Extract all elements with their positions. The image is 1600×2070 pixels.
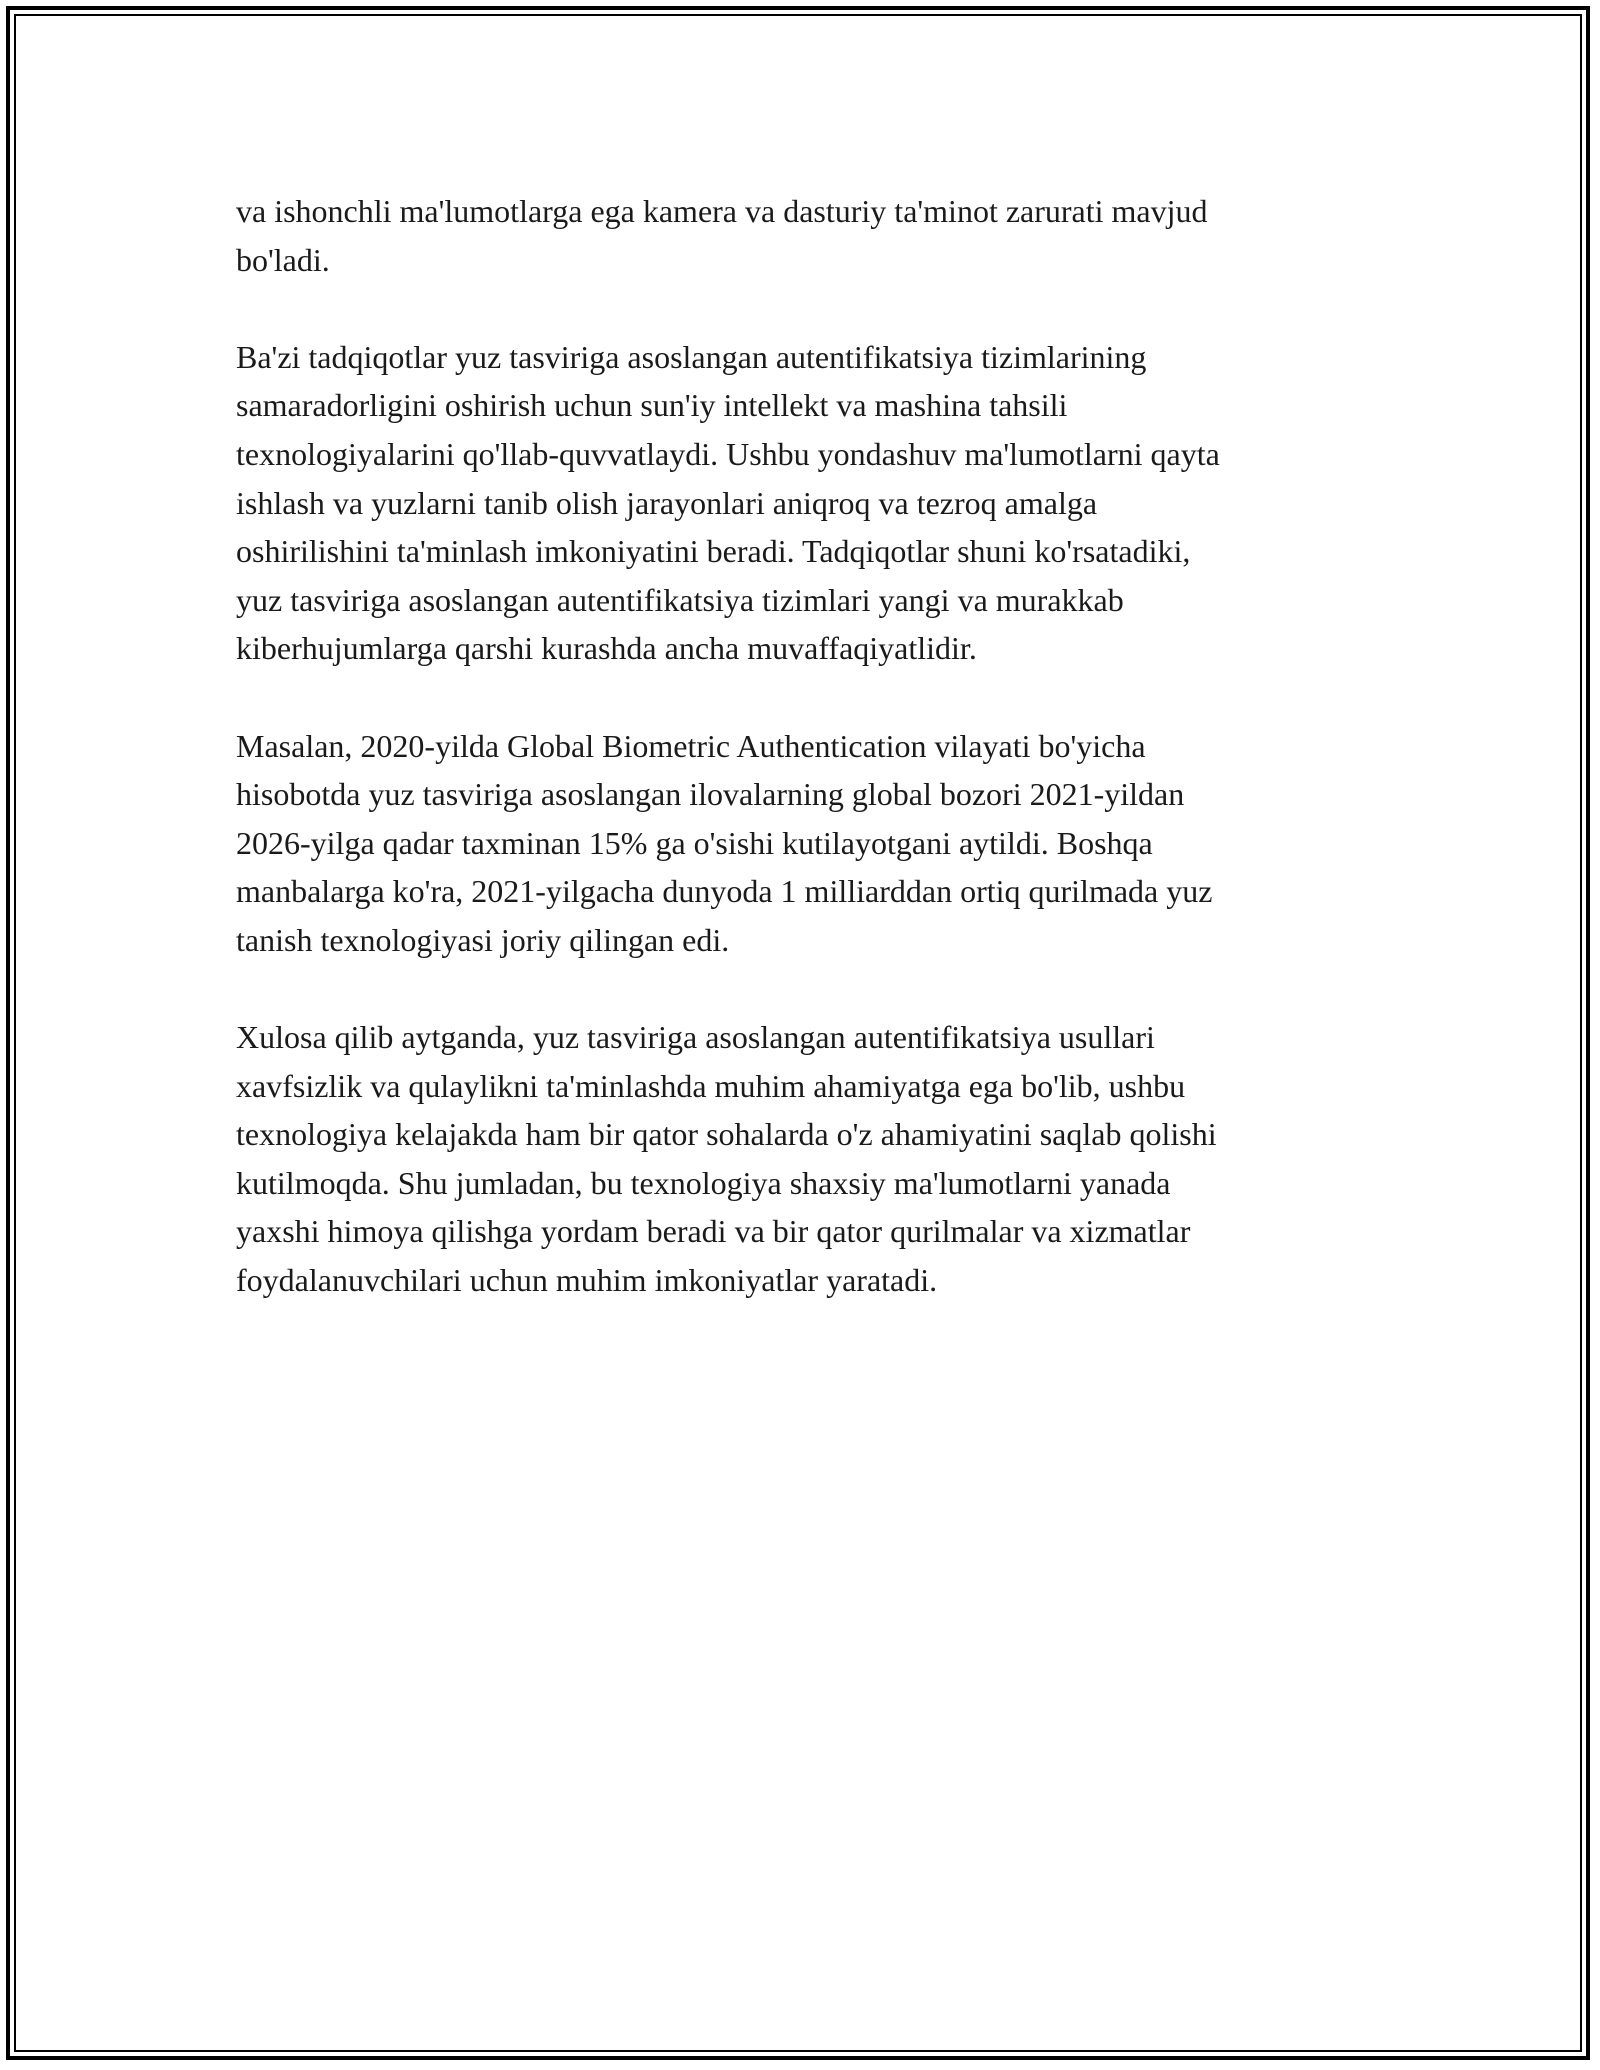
text-line: manbalarga ko'ra, 2021-yilgacha dunyoda 1 milliarddan ortiq qurilmada yuz <box>236 873 1213 910</box>
text-line: xavfsizlik va qulaylikni ta'minlashda muhim ahamiyatga ega bo'lib, ushbu <box>236 1067 1186 1104</box>
text-line: samaradorligini oshirish uchun sun'iy intellekt va mashina tahsili <box>236 387 1068 424</box>
paragraph-research <box>236 333 1386 673</box>
paragraph-continuation <box>236 187 1386 284</box>
text-line: hisobotda yuz tasviriga asoslangan ilovalarning global bozori 2021-yildan <box>236 776 1185 813</box>
paragraph-example <box>236 722 1386 965</box>
text-line: ishlash va yuzlarni tanib olish jarayonlari aniqroq va tezroq amalga <box>236 484 1098 521</box>
text-line: Ba'zi tadqiqotlar yuz tasviriga asoslangan autentifikatsiya tizimlarining <box>236 338 1147 375</box>
text-line: bo'ladi. <box>236 241 330 278</box>
text-line: Masalan, 2020-yilda Global Biometric Authentication vilayati bo'yicha <box>236 727 1146 764</box>
text-line: foydalanuvchilari uchun muhim imkoniyatlar yaratadi. <box>236 1262 938 1299</box>
text-line: kiberhujumlarga qarshi kurashda ancha muvaffaqiyatlidir. <box>236 630 977 667</box>
text-line: kutilmoqda. Shu jumladan, bu texnologiya shaxsiy ma'lumotlarni yanada <box>236 1164 1171 1201</box>
text-line: Xulosa qilib aytganda, yuz tasviriga asoslangan autentifikatsiya usullari <box>236 1019 1155 1056</box>
text-line: tanish texnologiyasi joriy qilingan edi. <box>236 921 730 958</box>
text-line: texnologiya kelajakda ham bir qator sohalarda o'z ahamiyatini saqlab qolishi <box>236 1116 1217 1153</box>
text-line: yaxshi himoya qilishga yordam beradi va bir qator qurilmalar va xizmatlar <box>236 1213 1191 1250</box>
text-line: yuz tasviriga asoslangan autentifikatsiya tizimlari yangi va murakkab <box>236 581 1124 618</box>
text-line: texnologiyalarini qo'llab-quvvatlaydi. Ushbu yondashuv ma'lumotlarni qayta <box>236 435 1220 472</box>
paragraph-conclusion <box>236 1013 1386 1305</box>
document-body <box>236 187 1386 1353</box>
text-line: oshirilishini ta'minlash imkoniyatini beradi. Tadqiqotlar shuni ko'rsatadiki, <box>236 533 1191 570</box>
text-line: va ishonchli ma'lumotlarga ega kamera va dasturiy ta'minot zarurati mavjud <box>236 193 1208 229</box>
text-line: 2026-yilga qadar taxminan 15% ga o'sishi kutilayotgani aytildi. Boshqa <box>236 824 1153 861</box>
